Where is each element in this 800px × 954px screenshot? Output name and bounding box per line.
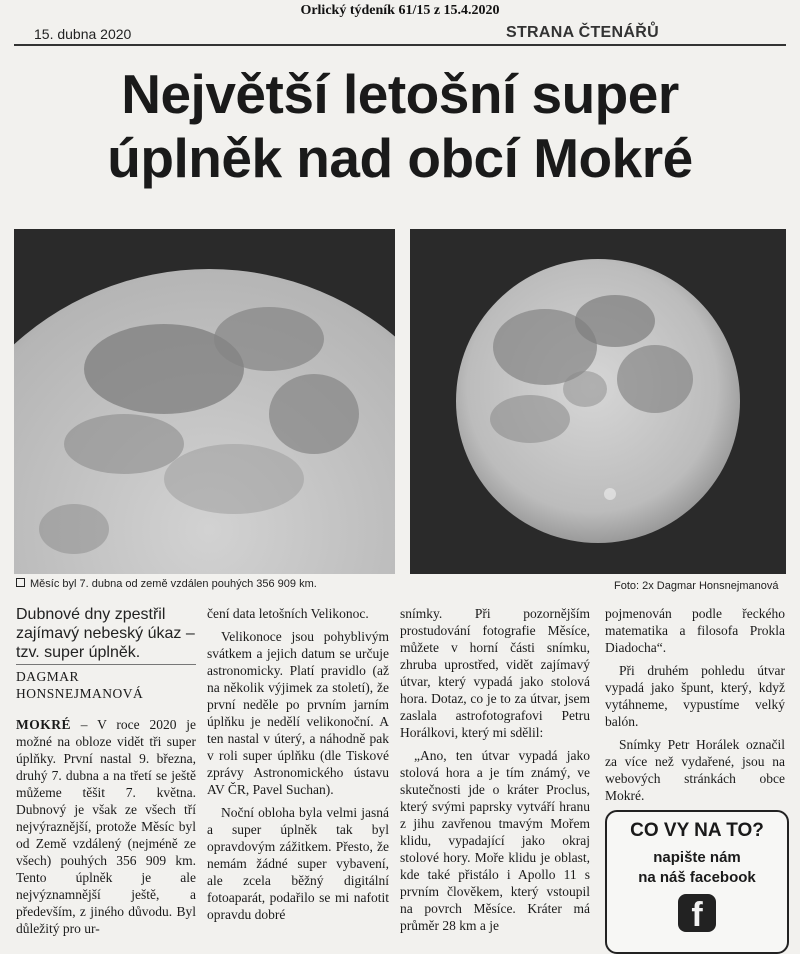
column-3: [400, 605, 590, 940]
col2-paragraph-1: Velikonoce jsou pohyblivým svátkem a jejich datum se určuje astronomicky. Platí pravidlo (až na několik výjimek za století), že první neděle po prvním jarním úplňku je nedělí velikonoční. A ten nastal v úterý, a náhodně pak v roli super úplňku (dle Tiskové zprávy Astronomického ústavu AV ČR, Pavel Suchan).: [207, 629, 389, 797]
col3-continuation: snímky. Při pozornějším prostudování fotografie Měsíce, můžete v horní části snímku, zhruba uprostřed, vidět zajímavý útvar, který vypadá jako stolová hora. Dotaz, co je to za útvar, jsem zaslala astrofotografovi Petru Horálkovi, který mi sdělil:: [400, 606, 590, 740]
column-2: [207, 605, 389, 929]
col4-continuation: pojmenován podle řeckého matematika a filosofa Prokla Diadocha“.: [605, 606, 785, 655]
section-title: STRANA ČTENÁŘŮ: [506, 24, 659, 41]
moon-closeup-image: [14, 229, 395, 574]
moon-full-image: [410, 229, 786, 574]
facebook-icon[interactable]: f: [678, 894, 716, 932]
col2-paragraph-2: Noční obloha byla velmi jasná a super úplněk tak byl opravdovým zážitkem. Přesto, že nemám žádné super vybavení, ale zcela běžný digitální fotoaparát, podařilo se mi nafotit opravdu dobré: [207, 805, 389, 922]
moon-photo-full: [410, 229, 786, 574]
photo-caption: [16, 578, 317, 590]
source-line: Orlický týdeník 61/15 z 15.4.2020: [300, 3, 500, 18]
column-1: [16, 716, 196, 943]
photo-credit: Foto: 2x Dagmar Honsnejmanová: [614, 580, 779, 592]
col2-continuation: čení data letošních Velikonoc.: [207, 606, 369, 621]
author-first: DAGMAR: [16, 669, 80, 684]
headline: [14, 62, 786, 190]
headline-line2: úplněk nad obcí Mokré: [107, 127, 693, 189]
dateline-place: MOKRÉ: [16, 717, 71, 732]
facebook-promo-box: [605, 810, 789, 954]
issue-date: 15. dubna 2020: [34, 26, 132, 42]
lead-rule: [16, 664, 196, 665]
col4-paragraph-2: Snímky Petr Horálek označil za více než vydařené, jsou na webových stránkách obce Mokré.: [605, 737, 785, 803]
article-lead: Dubnové dny zpestřil zajímavý nebeský úkaz – tzv. super úplněk.: [16, 606, 195, 661]
moon-photo-closeup: [14, 229, 395, 574]
col3-quote: „Ano, ten útvar vypadá jako stolová hora a je tím známý, ve skutečnosti jde o kráter Proclus, který svými paprsky vytváří hranu z jihu zavřenou tmavým Mořem klidu, vypadající jako okraj stolové hory. Moře klidu je oblast, kde také přistálo i Apollo 11 s prvním člověkem, který vstoupil na povrch Měsíce. Kráter má průměr 28 km a je: [400, 748, 590, 933]
promo-line-1: napište nám: [653, 849, 741, 866]
caption-text: Měsíc byl 7. dubna od země vzdálen pouhých 356 909 km.: [30, 578, 317, 590]
author-last: HONSNEJMANOVÁ: [16, 686, 144, 701]
promo-title: CO VY NA TO?: [630, 820, 764, 841]
header-rule: [14, 44, 786, 46]
col4-paragraph-1: Při druhém pohledu útvar vypadá jako špunt, který, když vytáhneme, vypustíme velký balón.: [605, 663, 785, 729]
caption-square-icon: [16, 578, 25, 587]
headline-line1: Největší letošní super: [121, 63, 679, 125]
column-4: [605, 605, 785, 810]
author-byline: [16, 668, 196, 702]
col1-paragraph: – V roce 2020 je možné na obloze vidět tři super úplňky. První nastal 9. března, druhý 7. dubna a na třetí se ještě můžeme těšit 7. května. Dubnový je však ze všech tří nejvýraznější, protože Měsíc byl od Země vzdálený (nejméně ze všech) pouhých 356 909 km. Tento úplněk je ale nejvýznamnější ještě, a především, z jiného důvodu. Byl důležitý pro ur-: [16, 717, 196, 936]
promo-line-2: na náš facebook: [638, 869, 756, 886]
